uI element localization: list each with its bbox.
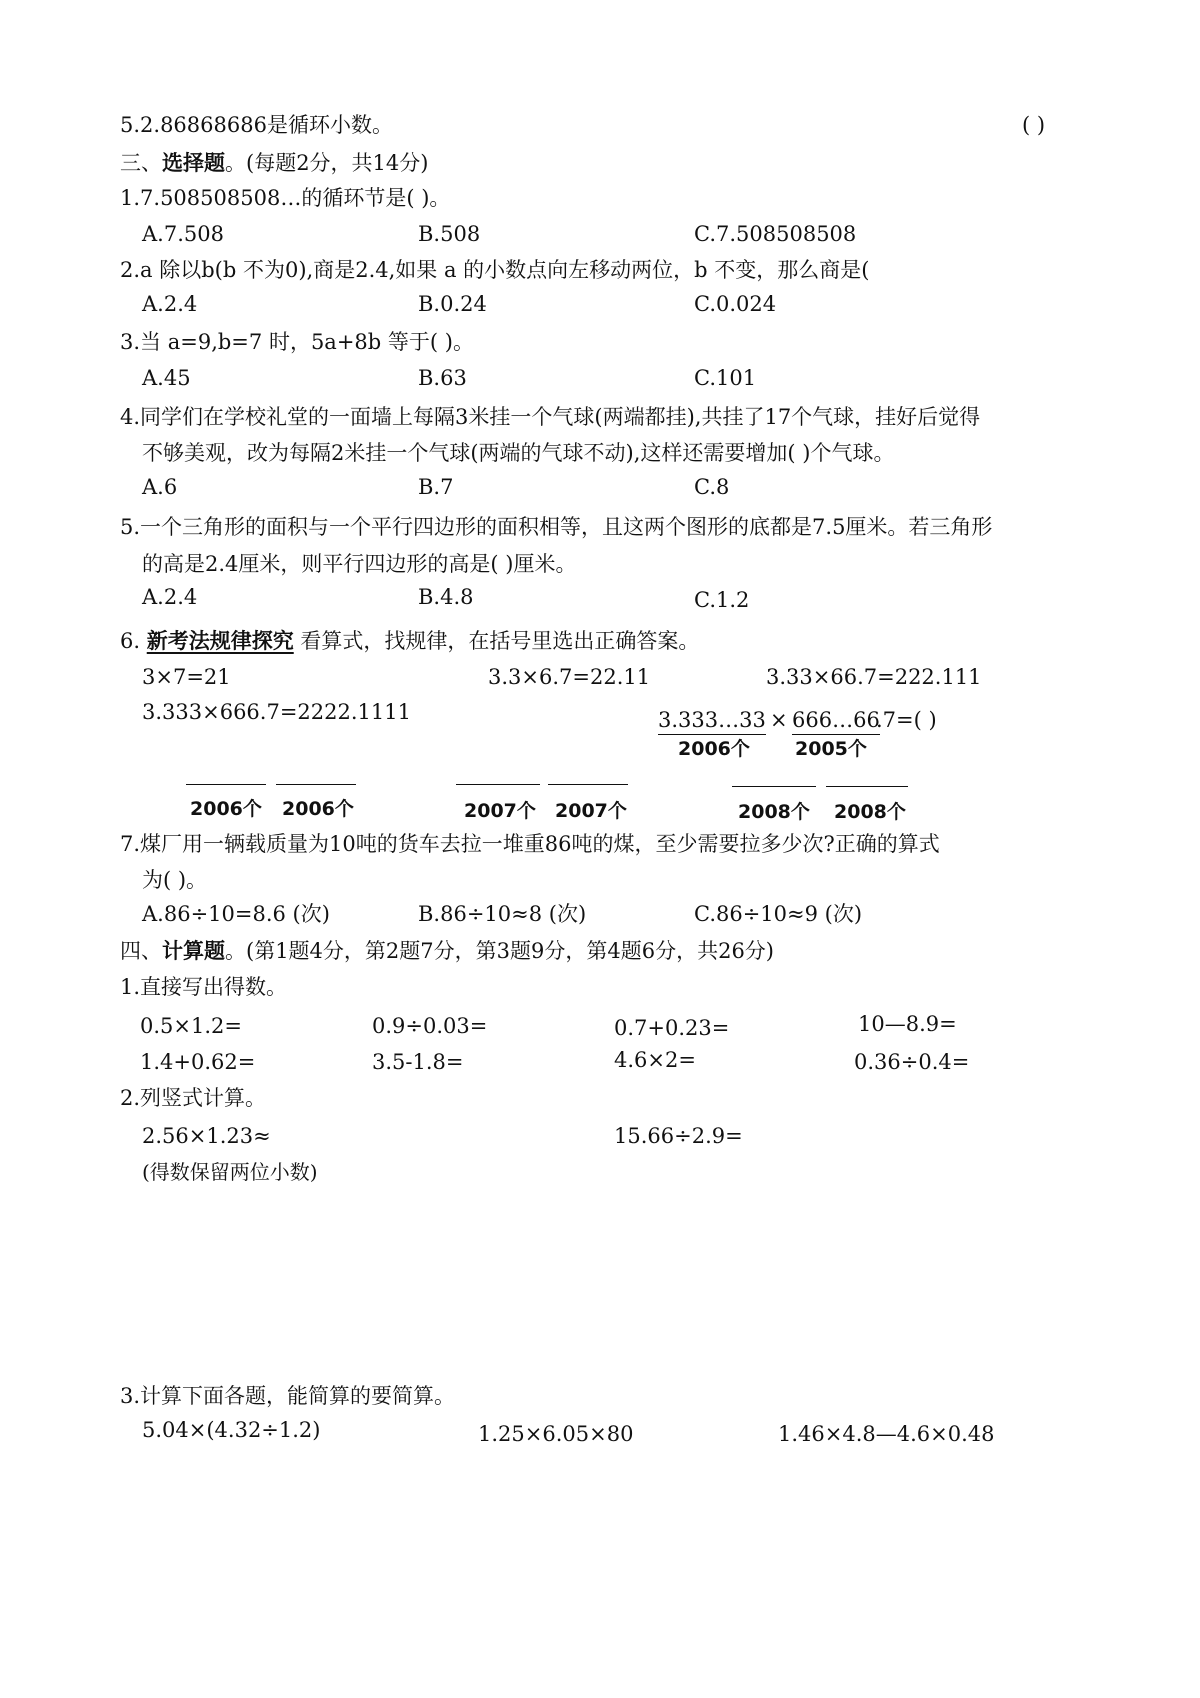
- option-b-blank-left: [456, 784, 540, 785]
- simplify-calc-1: 5.04×(4.32÷1.2): [142, 1418, 321, 1442]
- direct-calc-8: 0.36÷0.4=: [854, 1050, 970, 1074]
- vertical-calc-2: 15.66÷2.9=: [614, 1124, 743, 1148]
- target-tail: .7=( ): [876, 708, 937, 732]
- section-title: 计算题: [162, 938, 225, 963]
- simplify-calc-3: 1.46×4.8—4.6×0.48: [778, 1422, 995, 1446]
- direct-calc-3: 0.7+0.23=: [614, 1016, 730, 1040]
- question-5-stem-line2: 的高是2.4厘米，则平行四边形的高是( )厘米。: [142, 552, 577, 576]
- option-b-blank-right: [548, 784, 628, 785]
- answer-paren: ( ): [1022, 113, 1046, 137]
- question-3-option-b: B.63: [418, 366, 467, 390]
- option-a-count-right: 2006个: [282, 798, 354, 820]
- question-5-option-c: C.1.2: [694, 588, 750, 612]
- question-7-stem-line2: 为( )。: [142, 868, 208, 892]
- question-1-option-a: A.7.508: [142, 222, 224, 246]
- tf-question-5: 5.2.86868686是循环小数。: [120, 113, 393, 137]
- section-number: 三、: [120, 151, 162, 175]
- direct-calc-6: 3.5-1.8=: [372, 1050, 464, 1074]
- target-a-count: 2006个: [678, 738, 750, 760]
- times-sign: ×: [770, 708, 788, 732]
- option-b-count-right: 2007个: [555, 800, 627, 822]
- part-3-title: 3.计算下面各题，能简算的要简算。: [120, 1384, 456, 1408]
- question-6-instruction: 看算式，找规律，在括号里选出正确答案。: [300, 629, 700, 653]
- question-2-option-c: C.0.024: [694, 292, 777, 316]
- simplify-calc-2: 1.25×6.05×80: [478, 1422, 634, 1446]
- option-c-count-left: 2008个: [738, 801, 810, 823]
- part-2-title: 2.列竖式计算。: [120, 1086, 267, 1110]
- question-1-stem: 1.7.508508508…的循环节是( )。: [120, 186, 451, 210]
- rounding-note: (得数保留两位小数): [142, 1160, 318, 1184]
- pattern-equation-4: 3.333×666.7=2222.1111: [142, 700, 411, 724]
- question-7-option-c: C.86÷10≈9 (次): [694, 902, 863, 926]
- direct-calc-4: 10—8.9=: [858, 1012, 957, 1036]
- option-b-count-left: 2007个: [464, 800, 536, 822]
- section-heading-calculation: [120, 938, 774, 964]
- question-6-header: [120, 628, 699, 654]
- section-heading-choice: [120, 150, 428, 176]
- target-factor-a: 3.333…33: [658, 708, 766, 735]
- direct-calc-1: 0.5×1.2=: [140, 1014, 242, 1038]
- direct-calc-5: 1.4+0.62=: [140, 1050, 256, 1074]
- vertical-calc-1: 2.56×1.23≈: [142, 1124, 271, 1148]
- target-factor-b: 666…66: [792, 708, 880, 735]
- question-1-option-b: B.508: [418, 222, 481, 246]
- option-c-blank-left: [732, 786, 816, 787]
- question-tag: 新考法规律探究: [146, 628, 294, 653]
- question-7-stem-line1: 7.煤厂用一辆载质量为10吨的货车去拉一堆重86吨的煤，至少需要拉多少次?正确的算式: [120, 832, 940, 856]
- question-4-option-c: C.8: [694, 475, 730, 499]
- question-1-option-c: C.7.508508508: [694, 222, 857, 246]
- question-3-stem: 3.当 a=9,b=7 时，5a+8b 等于( )。: [120, 330, 474, 354]
- question-5-option-b: B.4.8: [418, 585, 474, 609]
- question-2-option-a: A.2.4: [142, 292, 198, 316]
- question-4-stem-line1: 4.同学们在学校礼堂的一面墙上每隔3米挂一个气球(两端都挂),共挂了17个气球，挂好后觉得: [120, 405, 981, 429]
- question-6-number: 6.: [120, 629, 141, 653]
- question-3-option-c: C.101: [694, 366, 757, 390]
- direct-calc-7: 4.6×2=: [614, 1048, 696, 1072]
- section-note: 。(每题2分，共14分): [225, 151, 429, 175]
- question-7-option-b: B.86÷10≈8 (次): [418, 902, 587, 926]
- question-2-option-b: B.0.24: [418, 292, 487, 316]
- pattern-equation-2: 3.3×6.7=22.11: [488, 665, 651, 689]
- question-4-option-b: B.7: [418, 475, 454, 499]
- option-a-count-left: 2006个: [190, 798, 262, 820]
- target-b-count: 2005个: [795, 738, 867, 760]
- option-a-blank-right: [276, 784, 356, 785]
- pattern-equation-3: 3.33×66.7=222.111: [766, 665, 982, 689]
- question-5-option-a: A.2.4: [142, 585, 198, 609]
- question-2-stem: 2.a 除以b(b 不为0),商是2.4,如果 a 的小数点向左移动两位，b 不变，那么商是(: [120, 258, 870, 282]
- option-c-blank-right: [826, 786, 908, 787]
- pattern-equation-1: 3×7=21: [142, 665, 231, 689]
- question-7-option-a: A.86÷10=8.6 (次): [142, 902, 330, 926]
- question-3-option-a: A.45: [142, 366, 191, 390]
- question-4-option-a: A.6: [142, 475, 178, 499]
- section-number: 四、: [120, 939, 162, 963]
- section-title: 选择题: [162, 150, 225, 175]
- section-note: 。(第1题4分，第2题7分，第3题9分，第4题6分，共26分): [225, 939, 774, 963]
- part-1-title: 1.直接写出得数。: [120, 975, 288, 999]
- option-c-count-right: 2008个: [834, 801, 906, 823]
- question-4-stem-line2: 不够美观，改为每隔2米挂一个气球(两端的气球不动),这样还需要增加( )个气球。: [142, 441, 895, 465]
- option-a-blank-left: [186, 784, 266, 785]
- question-5-stem-line1: 5.一个三角形的面积与一个平行四边形的面积相等，且这两个图形的底都是7.5厘米。若三角形: [120, 515, 993, 539]
- direct-calc-2: 0.9÷0.03=: [372, 1014, 488, 1038]
